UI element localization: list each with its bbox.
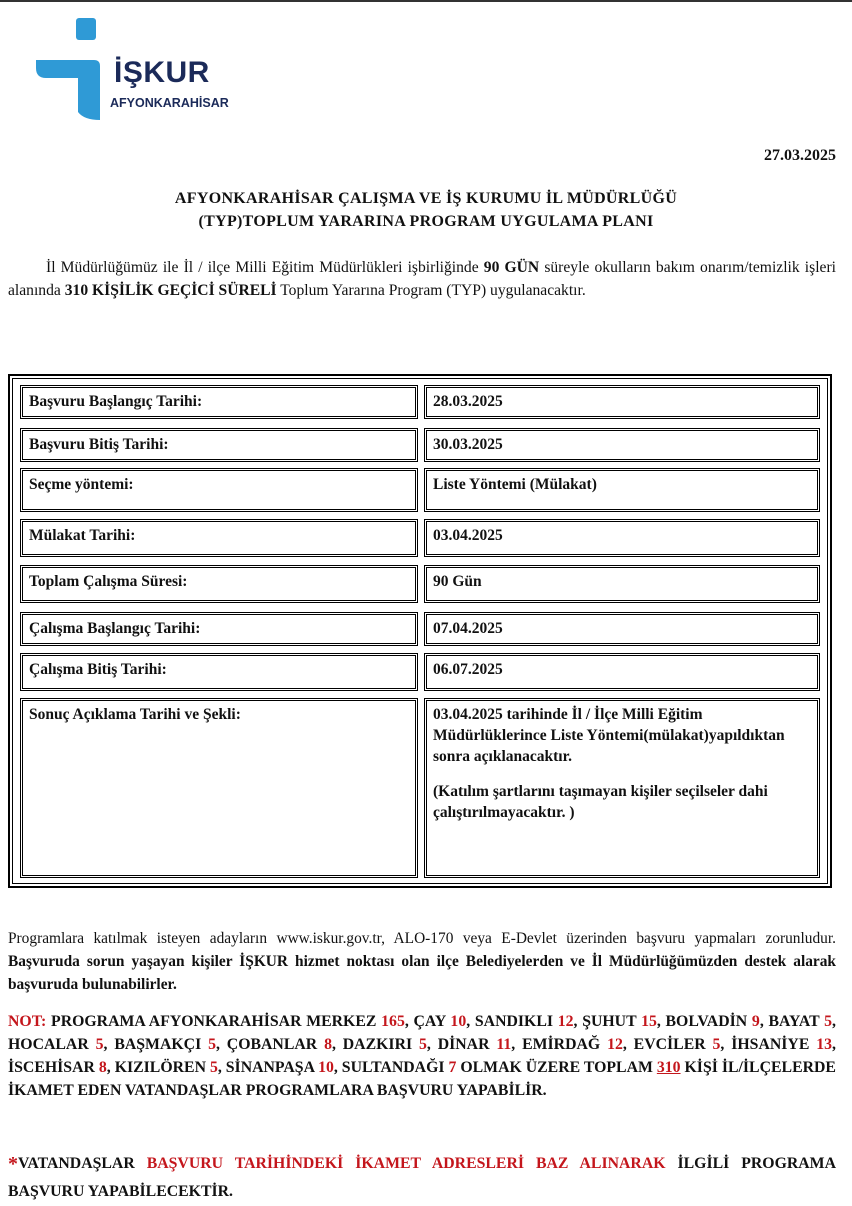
district-name: , DAZKIRI bbox=[331, 1036, 419, 1053]
application-text-1: Programlara katılmak isteyen adayların www.iskur.gov.tr, ALO-170 veya E-Devlet üzerinden başvuru yapmaları zorunludur. bbox=[8, 930, 836, 947]
application-paragraph bbox=[8, 927, 836, 996]
logo-city-name: AFYONKARAHİSAR bbox=[110, 96, 229, 110]
district-name: , KIZILÖREN bbox=[106, 1059, 210, 1076]
district-name: , HOCALAR bbox=[8, 1013, 836, 1053]
table-value: 90 Gün bbox=[424, 565, 820, 603]
note-total: 310 bbox=[656, 1059, 681, 1076]
table-label: Başvuru Bitiş Tarihi: bbox=[20, 428, 418, 462]
intro-text-2: süreyle okulların bakım onarım/temizlik işleri alanında bbox=[8, 259, 836, 299]
note-mid: OLMAK ÜZERE TOPLAM bbox=[456, 1059, 657, 1076]
district-name: , İSCEHİSAR bbox=[8, 1036, 836, 1076]
district-count: 12 bbox=[557, 1013, 574, 1030]
district-name: , SULTANDAĞI bbox=[333, 1059, 449, 1076]
district-count: 11 bbox=[496, 1036, 512, 1053]
table-value: Liste Yöntemi (Mülakat) bbox=[424, 468, 820, 512]
footer-highlight: BAŞVURU TARİHİNDEKİ İKAMET ADRESLERİ BAZ ALINARAK bbox=[146, 1155, 666, 1172]
table-label: Başvuru Başlangıç Tarihi: bbox=[20, 385, 418, 419]
intro-paragraph bbox=[8, 256, 836, 302]
district-count: 5 bbox=[209, 1059, 218, 1076]
document-subtitle: (TYP)TOPLUM YARARINA PROGRAM UYGULAMA PLANI bbox=[198, 213, 654, 230]
table-value: 06.07.2025 bbox=[424, 653, 820, 691]
table-value: 30.03.2025 bbox=[424, 428, 820, 462]
table-label: Mülakat Tarihi: bbox=[20, 519, 418, 557]
footer-notice bbox=[8, 1150, 836, 1206]
program-plan-table bbox=[8, 374, 832, 888]
iskur-logo bbox=[34, 16, 264, 126]
district-name: , ŞUHUT bbox=[573, 1013, 642, 1030]
district-count: 5 bbox=[95, 1036, 104, 1053]
district-name: , EMİRDAĞ bbox=[511, 1036, 608, 1053]
table-label: Çalışma Başlangıç Tarihi: bbox=[20, 612, 418, 646]
table-value: 03.04.2025 bbox=[424, 519, 820, 557]
district-count: 12 bbox=[607, 1036, 623, 1053]
document-title: AFYONKARAHİSAR ÇALIŞMA VE İŞ KURUMU İL MÜDÜRLÜĞÜ bbox=[174, 190, 678, 207]
table-label: Seçme yöntemi: bbox=[20, 468, 418, 512]
application-text-2: Başvuruda sorun yaşayan kişiler İŞKUR hizmet noktası olan ilçe Belediyelerden ve İl Müdürlüğümüzden destek alarak başvuruda bulunabilirler. bbox=[8, 953, 836, 993]
table-value: 07.04.2025 bbox=[424, 612, 820, 646]
district-name: , BAYAT bbox=[759, 1013, 825, 1030]
asterisk-icon: * bbox=[8, 1153, 18, 1175]
table-label: Toplam Çalışma Süresi: bbox=[20, 565, 418, 603]
district-name: , EVCİLER bbox=[622, 1036, 713, 1053]
district-count: 8 bbox=[98, 1059, 107, 1076]
district-count: 5 bbox=[208, 1036, 216, 1053]
district-count: 165 bbox=[381, 1013, 405, 1030]
intro-duration: 90 GÜN bbox=[483, 259, 540, 276]
top-border bbox=[0, 0, 852, 2]
district-count: 9 bbox=[751, 1013, 760, 1030]
iskur-logo-icon bbox=[34, 16, 114, 126]
intro-participant-count: 310 KİŞİLİK GEÇİCİ SÜRELİ bbox=[64, 282, 277, 299]
district-count: 5 bbox=[418, 1036, 427, 1053]
district-name: , SANDIKLI bbox=[466, 1013, 558, 1030]
footer-text-1: VATANDAŞLAR bbox=[18, 1155, 147, 1172]
note-intro: PROGRAMA AFYONKARAHİSAR MERKEZ bbox=[46, 1013, 382, 1030]
result-announcement-note: (Katılım şartlarını taşımayan kişiler seçilseler dahi çalıştırılmayacaktır. ) bbox=[433, 783, 768, 821]
district-count: 13 bbox=[816, 1036, 833, 1053]
district-count: 15 bbox=[641, 1013, 657, 1030]
district-name: , İHSANİYE bbox=[720, 1036, 817, 1053]
footer-text-2: İLGİLİ PROGRAMA BAŞVURU YAPABİLECEKTİR. bbox=[8, 1155, 836, 1200]
note-outro: KİŞİ İL/İLÇELERDE İKAMET EDEN VATANDAŞLAR PROGRAMLARA BAŞVURU YAPABİLİR. bbox=[8, 1059, 836, 1099]
district-name: , BAŞMAKÇI bbox=[103, 1036, 209, 1053]
intro-text-3: Toplum Yararına Program (TYP) uygulanacaktır. bbox=[276, 282, 586, 299]
district-name: , ÇOBANLAR bbox=[215, 1036, 325, 1053]
intro-text-1: İl Müdürlüğümüz ile İl / ilçe Milli Eğitim Müdürlükleri işbirliğinde bbox=[46, 259, 484, 276]
note-label: NOT: bbox=[8, 1013, 47, 1030]
table-value: 28.03.2025 bbox=[424, 385, 820, 419]
logo-brand-name: İŞKUR bbox=[114, 56, 210, 89]
result-announcement-cell bbox=[424, 698, 820, 878]
table-label: Çalışma Bitiş Tarihi: bbox=[20, 653, 418, 691]
quota-note-paragraph bbox=[8, 1010, 836, 1102]
district-name: , DİNAR bbox=[426, 1036, 497, 1053]
district-name: , ÇAY bbox=[404, 1013, 451, 1030]
district-count: 8 bbox=[324, 1036, 332, 1053]
table-label: Sonuç Açıklama Tarihi ve Şekli: bbox=[20, 698, 418, 878]
district-count: 5 bbox=[824, 1013, 833, 1030]
district-name: , SİNANPAŞA bbox=[217, 1059, 319, 1076]
result-announcement-text: 03.04.2025 tarihinde İl / İlçe Milli Eğitim Müdürlüklerince Liste Yöntemi(mülakat)yapıldıktan sonra açıklanacaktır. bbox=[433, 706, 785, 765]
district-count: 10 bbox=[318, 1059, 334, 1076]
district-count: 7 bbox=[448, 1059, 457, 1076]
district-count: 5 bbox=[712, 1036, 721, 1053]
document-date: 27.03.2025 bbox=[764, 147, 836, 164]
district-name: , BOLVADİN bbox=[656, 1013, 752, 1030]
district-count: 10 bbox=[450, 1013, 467, 1030]
